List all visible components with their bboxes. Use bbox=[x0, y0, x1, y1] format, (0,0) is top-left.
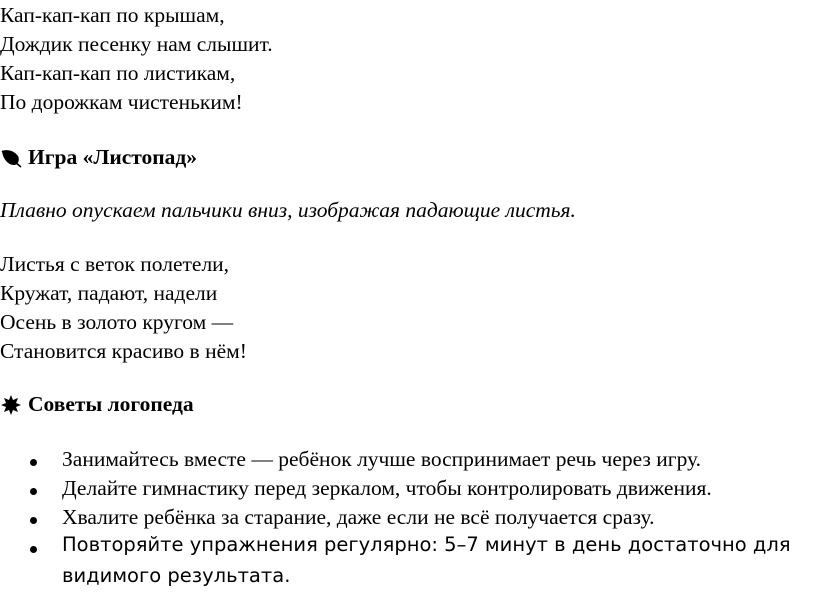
bullet-dot bbox=[30, 459, 37, 466]
bullet-dot bbox=[30, 546, 37, 553]
leaf-icon bbox=[0, 148, 22, 168]
tips-title: Советы логопеда bbox=[28, 392, 194, 417]
maple-leaf-icon bbox=[0, 394, 22, 416]
poem1-line-1: Кап-кап-кап по крышам, bbox=[0, 3, 225, 27]
game-instruction: Плавно опускаем пальчики вниз, изображая падающие листья. bbox=[0, 198, 576, 222]
tip-item-3: Хвалите ребёнка за старание, даже если не всё получается сразу. bbox=[62, 505, 655, 529]
bullet-dot bbox=[30, 488, 37, 495]
poem2-line-2: Кружат, падают, надели bbox=[0, 281, 218, 305]
tips-heading bbox=[0, 394, 194, 416]
tip-item-2: Делайте гимнастику перед зеркалом, чтобы контролировать движения. bbox=[62, 476, 712, 500]
game-title: Игра «Листопад» bbox=[28, 145, 198, 169]
poem2-line-1: Листья с веток полетели, bbox=[0, 252, 230, 276]
poem1-line-3: Кап-кап-кап по листикам, bbox=[0, 61, 236, 85]
poem1-line-2: Дождик песенку нам слышит. bbox=[0, 32, 273, 56]
poem2-line-3: Осень в золото кругом — bbox=[0, 310, 234, 334]
tip-item-4-continued: видимого результата. bbox=[62, 564, 291, 587]
game-heading bbox=[0, 147, 197, 169]
poem2-line-4: Становится красиво в нём! bbox=[0, 339, 247, 363]
tip-item-4: Повторяйте упражнения регулярно: 5–7 минут в день достаточно для bbox=[62, 533, 791, 556]
poem1-line-4: По дорожкам чистеньким! bbox=[0, 90, 243, 114]
bullet-dot bbox=[30, 517, 37, 524]
tip-item-1: Занимайтесь вместе — ребёнок лучше воспринимает речь через игру. bbox=[62, 447, 702, 471]
